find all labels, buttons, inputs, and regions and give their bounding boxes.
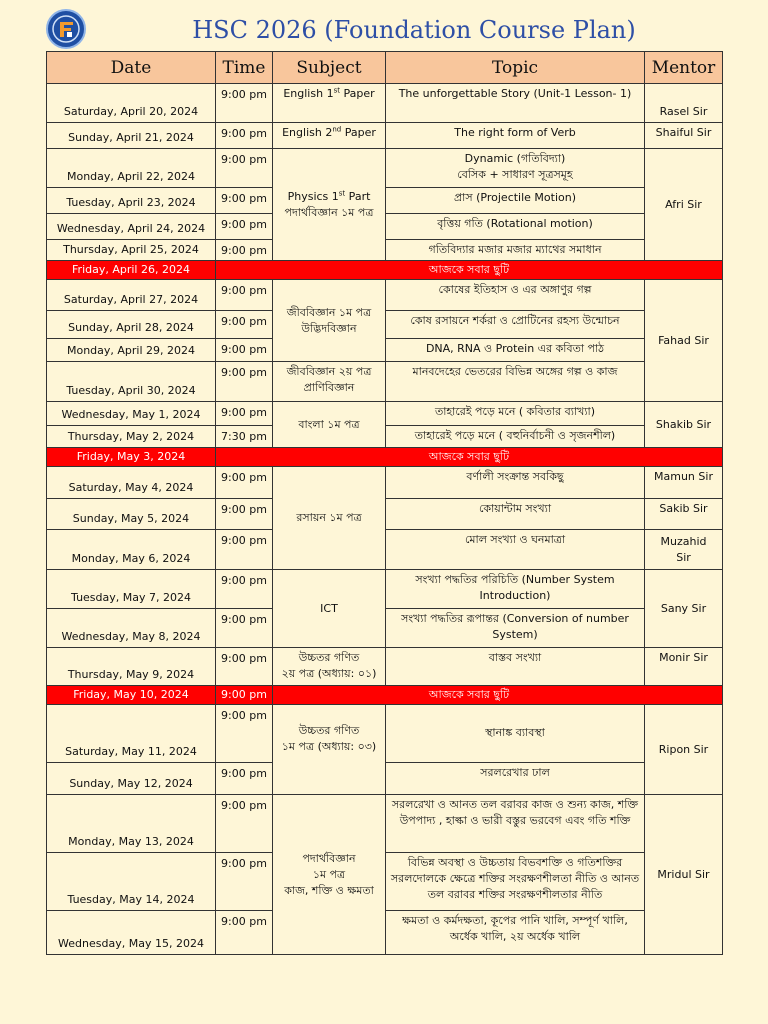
mentor-cell: Rasel Sir xyxy=(645,84,723,123)
page-title: HSC 2026 (Foundation Course Plan) xyxy=(192,16,636,44)
time-cell: 9:00 pm xyxy=(216,853,273,911)
mentor-cell: Monir Sir xyxy=(645,648,723,686)
subject-cell: বাংলা ১ম পত্র xyxy=(273,402,386,448)
topic-cell: কোষ রসায়নে শর্করা ও প্রোটিনের রহস্য উন্মোচন xyxy=(386,311,645,339)
table-row xyxy=(47,84,723,123)
topic-cell: প্রাস (Projectile Motion) xyxy=(386,188,645,214)
column-header-subject: Subject xyxy=(273,52,386,84)
mentor-cell: Shakib Sir xyxy=(645,402,723,448)
time-cell: 9:00 pm xyxy=(216,609,273,648)
time-cell: 9:00 pm xyxy=(216,467,273,499)
date-cell: Monday, April 29, 2024 xyxy=(47,339,216,362)
time-cell: 9:00 pm xyxy=(216,339,273,362)
column-header-date: Date xyxy=(47,52,216,84)
holiday-label: আজকে সবার ছুটি xyxy=(216,448,723,467)
subject-cell: ICT xyxy=(273,570,386,648)
topic-cell: ক্ষমতা ও কর্মদক্ষতা, কূপের পানি খালি, সম্পূর্ণ খালি, অর্ধেক খালি, ২য় অর্ধেক খালি xyxy=(386,911,645,955)
time-cell: 9:00 pm xyxy=(216,149,273,188)
holiday-label: আজকে সবার ছুটি xyxy=(273,686,723,705)
subject-cell: উচ্চতর গণিত ২য় পত্র (অধ্যায়: ০১) xyxy=(273,648,386,686)
date-cell: Saturday, May 11, 2024 xyxy=(47,705,216,763)
topic-cell: কোষের ইতিহাস ও এর অঙ্গাণুর গল্প xyxy=(386,280,645,311)
subject-cell: English 1st Paper xyxy=(273,84,386,123)
topic-cell: মানবদেহের ভেতরের বিভিন্ন অঙ্গের গল্প ও কাজ xyxy=(386,362,645,402)
time-cell: 9:00 pm xyxy=(216,123,273,149)
mentor-cell: Sakib Sir xyxy=(645,499,723,530)
topic-cell: স্থানাঙ্ক ব্যাবস্থা xyxy=(386,705,645,763)
date-cell: Wednesday, May 15, 2024 xyxy=(47,911,216,955)
date-cell: Thursday, April 25, 2024 xyxy=(47,240,216,261)
time-cell: 9:00 pm xyxy=(216,763,273,795)
subject-cell: জীববিজ্ঞান ১ম পত্র উদ্ভিদবিজ্ঞান xyxy=(273,280,386,362)
date-cell: Sunday, May 5, 2024 xyxy=(47,499,216,530)
subject-cell: পদার্থবিজ্ঞান ১ম পত্র কাজ, শক্তি ও ক্ষমতা xyxy=(273,795,386,955)
date-cell: Thursday, May 9, 2024 xyxy=(47,648,216,686)
date-cell: Wednesday, April 24, 2024 xyxy=(47,214,216,240)
date-cell: Monday, April 22, 2024 xyxy=(47,149,216,188)
mentor-cell: Mridul Sir xyxy=(645,795,723,955)
topic-cell: The right form of Verb xyxy=(386,123,645,149)
subject-cell: Physics 1st Part পদার্থবিজ্ঞান ১ম পত্র xyxy=(273,149,386,261)
topic-cell: তাহারেই পড়ে মনে ( বহুনির্বাচনী ও সৃজনশীল) xyxy=(386,426,645,448)
topic-cell: বৃত্তিয় গতি (Rotational motion) xyxy=(386,214,645,240)
mentor-cell: Ripon Sir xyxy=(645,705,723,795)
topic-cell: DNA, RNA ও Protein এর কবিতা পাঠ xyxy=(386,339,645,362)
mentor-cell: Mamun Sir xyxy=(645,467,723,499)
topic-cell: মোল সংখ্যা ও ঘনমাত্রা xyxy=(386,530,645,570)
time-cell: 9:00 pm xyxy=(216,188,273,214)
time-cell: 9:00 pm xyxy=(216,795,273,853)
logo-icon xyxy=(51,14,81,44)
mentor-cell: Shaiful Sir xyxy=(645,123,723,149)
holiday-row xyxy=(47,686,723,705)
column-header-topic: Topic xyxy=(386,52,645,84)
holiday-row xyxy=(47,261,723,280)
time-cell: 9:00 pm xyxy=(216,911,273,955)
time-cell: 9:00 pm xyxy=(216,240,273,261)
date-cell: Thursday, May 2, 2024 xyxy=(47,426,216,448)
topic-cell: বাস্তব সংখ্যা xyxy=(386,648,645,686)
table-row xyxy=(47,149,723,188)
date-cell: Tuesday, May 7, 2024 xyxy=(47,570,216,609)
date-cell: Monday, May 13, 2024 xyxy=(47,795,216,853)
time-cell: 9:00 pm xyxy=(216,84,273,123)
holiday-row xyxy=(47,448,723,467)
date-cell: Saturday, April 27, 2024 xyxy=(47,280,216,311)
date-cell: Sunday, April 21, 2024 xyxy=(47,123,216,149)
time-cell: 9:00 pm xyxy=(216,214,273,240)
table-row xyxy=(47,648,723,686)
table-row xyxy=(47,467,723,499)
subject-cell: জীববিজ্ঞান ২য় পত্র প্রাণিবিজ্ঞান xyxy=(273,362,386,402)
time-cell: 9:00 pm xyxy=(216,648,273,686)
date-cell: Tuesday, May 14, 2024 xyxy=(47,853,216,911)
time-cell: 9:00 pm xyxy=(216,402,273,426)
time-cell: 9:00 pm xyxy=(216,686,273,705)
column-header-time: Time xyxy=(216,52,273,84)
time-cell: 7:30 pm xyxy=(216,426,273,448)
table-row xyxy=(47,362,723,402)
date-cell: Wednesday, May 8, 2024 xyxy=(47,609,216,648)
time-cell: 9:00 pm xyxy=(216,530,273,570)
table-row xyxy=(47,570,723,609)
topic-cell: কোয়ান্টাম সংখ্যা xyxy=(386,499,645,530)
subject-cell: English 2nd Paper xyxy=(273,123,386,149)
time-cell: 9:00 pm xyxy=(216,362,273,402)
mentor-cell: Muzahid Sir xyxy=(645,530,723,570)
topic-cell: বিভিন্ন অবস্থা ও উচ্চতায় বিভবশক্তি ও গতিশক্তির সরলদোলকে ক্ষেত্রে শক্তির সংরক্ষণশীলতা নীতি ও আনত তল বরাবর শক্তির সংরক্ষণশীলতার নীতি xyxy=(386,853,645,911)
topic-cell: সরলরেখা ও আনত তল বরাবর কাজ ও শুন্য কাজ, শক্তি উপপাদ্য , হাল্কা ও ভারী বস্তুর ভরবেগ এবং গতি শক্তি xyxy=(386,795,645,853)
date-cell: Saturday, April 20, 2024 xyxy=(47,84,216,123)
date-cell: Tuesday, April 30, 2024 xyxy=(47,362,216,402)
subject-cell: উচ্চতর গণিত ১ম পত্র (অধ্যায়: ০৩) xyxy=(273,705,386,795)
topic-cell: গতিবিদ্যার মজার মজার ম্যাথের সমাধান xyxy=(386,240,645,261)
topic-cell: Dynamic (গতিবিদ্যা) বেসিক + সাধারণ সূত্রসমূহ xyxy=(386,149,645,188)
topic-cell: সংখ্যা পদ্ধতির পরিচিতি (Number System Introduction) xyxy=(386,570,645,609)
column-header-mentor: Mentor xyxy=(645,52,723,84)
holiday-label: আজকে সবার ছুটি xyxy=(216,261,723,280)
topic-cell: বর্ণালী সংক্রান্ত সবকিছু xyxy=(386,467,645,499)
time-cell: 9:00 pm xyxy=(216,499,273,530)
topic-cell: তাহারেই পড়ে মনে ( কবিতার ব্যাখ্যা) xyxy=(386,402,645,426)
brand-logo xyxy=(46,9,86,49)
mentor-cell: Afri Sir xyxy=(645,149,723,261)
date-cell: Monday, May 6, 2024 xyxy=(47,530,216,570)
time-cell: 9:00 pm xyxy=(216,705,273,763)
table-row xyxy=(47,280,723,311)
date-cell: Tuesday, April 23, 2024 xyxy=(47,188,216,214)
mentor-cell: Sany Sir xyxy=(645,570,723,648)
table-row xyxy=(47,705,723,763)
date-cell: Friday, May 10, 2024 xyxy=(47,686,216,705)
table-row xyxy=(47,795,723,853)
date-cell: Sunday, April 28, 2024 xyxy=(47,311,216,339)
course-plan-table xyxy=(46,51,723,955)
subject-cell: রসায়ন ১ম পত্র xyxy=(273,467,386,570)
topic-cell: সংখ্যা পদ্ধতির রূপান্তর (Conversion of number System) xyxy=(386,609,645,648)
topic-cell: সরলরেখার ঢাল xyxy=(386,763,645,795)
date-cell: Friday, May 3, 2024 xyxy=(47,448,216,467)
time-cell: 9:00 pm xyxy=(216,280,273,311)
topic-cell: The unforgettable Story (Unit-1 Lesson- 1) xyxy=(386,84,645,123)
time-cell: 9:00 pm xyxy=(216,570,273,609)
table-row xyxy=(47,402,723,426)
table-row xyxy=(47,123,723,149)
date-cell: Friday, April 26, 2024 xyxy=(47,261,216,280)
table-header-row xyxy=(47,52,723,84)
date-cell: Saturday, May 4, 2024 xyxy=(47,467,216,499)
date-cell: Sunday, May 12, 2024 xyxy=(47,763,216,795)
mentor-cell: Fahad Sir xyxy=(645,280,723,402)
time-cell: 9:00 pm xyxy=(216,311,273,339)
date-cell: Wednesday, May 1, 2024 xyxy=(47,402,216,426)
